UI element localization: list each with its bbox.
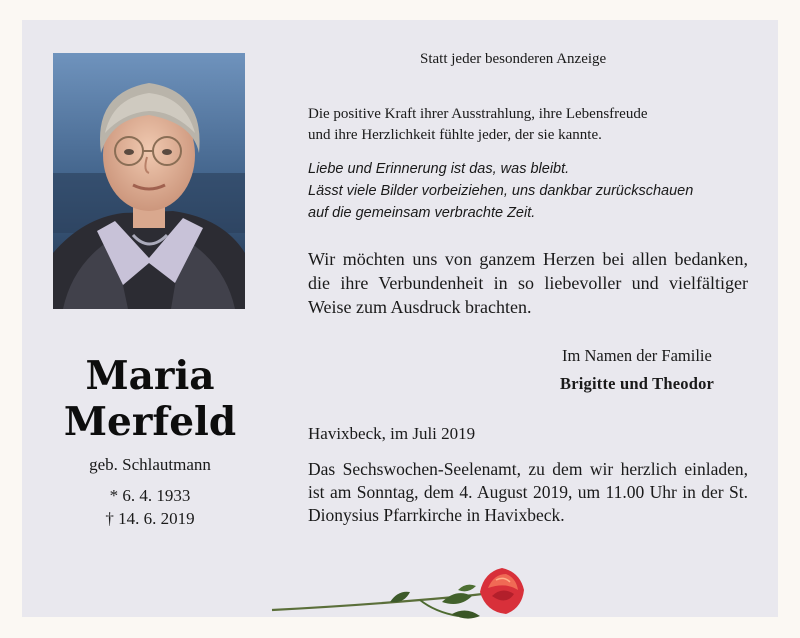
quote-upright-line: und ihre Herzlichkeit fühlte jeder, der sie kannte. bbox=[308, 127, 602, 143]
first-name: Maria bbox=[85, 353, 215, 399]
place-date: Havixbeck, im Juli 2019 bbox=[308, 424, 476, 443]
death-date: † 14. 6. 2019 bbox=[105, 509, 195, 528]
rose-illustration bbox=[270, 562, 530, 626]
family-names: Brigitte und Theodor bbox=[560, 374, 715, 393]
quote-italic-line: Lässt viele Bilder vorbeiziehen, uns dankbar zurückschauen bbox=[308, 183, 694, 199]
birth-name: geb. Schlautmann bbox=[89, 455, 211, 474]
service-paragraph: Das Sechswochen-Seelenamt, zu dem wir herzlich einladen, ist am Sonntag, dem 4. August 2019, um 11.00 Uhr in der St. Dionysius Pfarrkirche in Havixbeck. bbox=[308, 459, 748, 525]
quote-italic bbox=[308, 158, 758, 224]
quote-upright-line: Die positive Kraft ihrer Ausstrahlung, ihre Lebensfreude bbox=[308, 106, 648, 122]
quote-italic-line: Liebe und Erinnerung ist das, was bleibt. bbox=[308, 161, 570, 177]
thanks-paragraph: Wir möchten uns von ganzem Herzen bei allen bedanken, die ihre Verbundenheit in so liebevoller und vielfältiger Weise zum Ausdruck brachten. bbox=[308, 249, 748, 317]
birth-date: * 6. 4. 1933 bbox=[109, 486, 191, 505]
last-name: Merfeld bbox=[63, 399, 237, 445]
portrait-photo bbox=[53, 53, 245, 309]
quote-italic-line: auf die gemeinsam verbrachte Zeit. bbox=[308, 205, 536, 221]
family-intro: Im Namen der Familie bbox=[562, 346, 712, 365]
portrait-image bbox=[53, 53, 245, 309]
quote-upright bbox=[308, 104, 758, 146]
header-text: Statt jeder besonderen Anzeige bbox=[420, 51, 607, 67]
